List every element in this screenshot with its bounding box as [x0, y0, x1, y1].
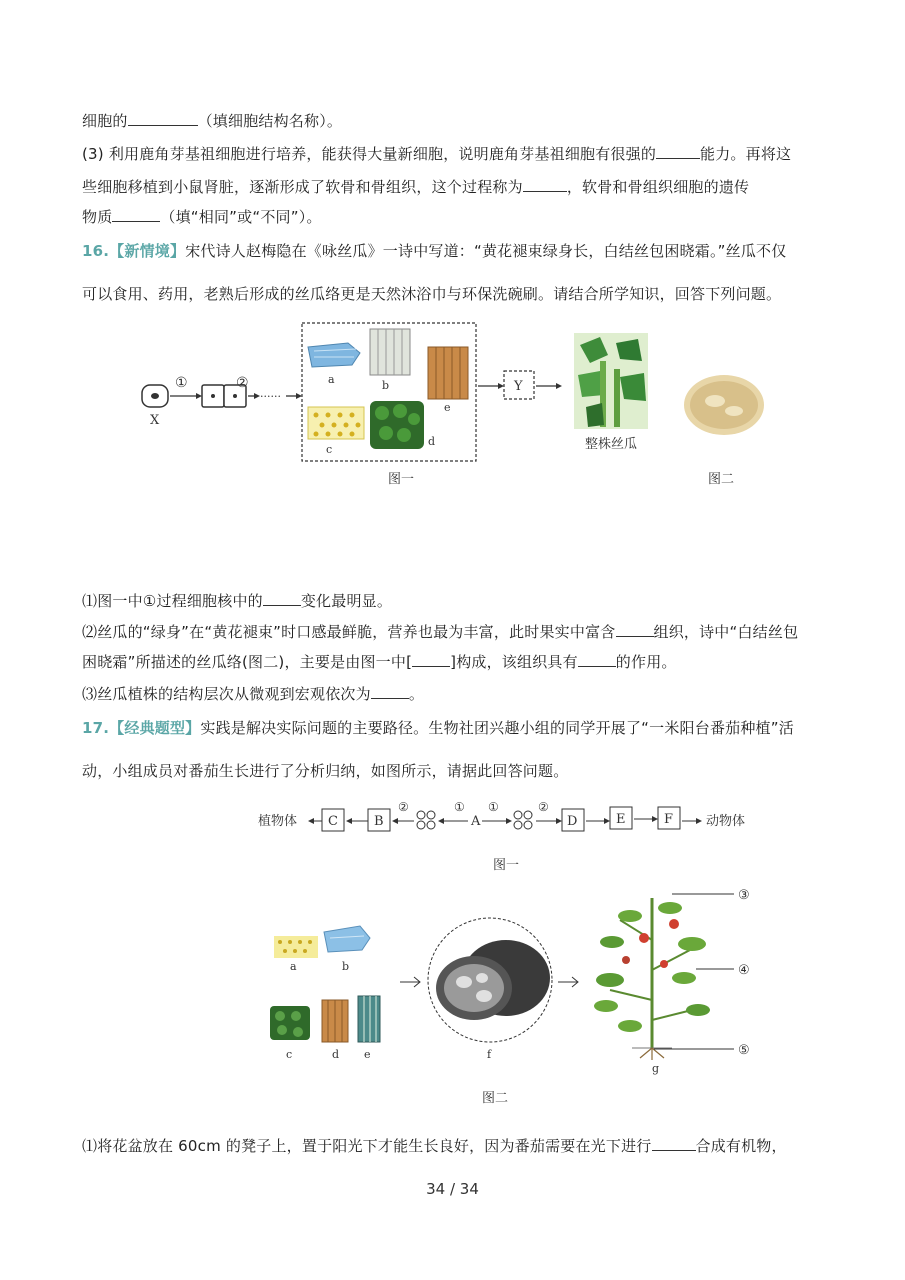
answer-blank — [656, 144, 700, 159]
page-number: 34 / 34 — [426, 1180, 479, 1198]
text-line-3 — [82, 176, 749, 197]
q17-sub-1 — [82, 1135, 787, 1156]
caption-fig2-1: 图一 — [493, 858, 520, 873]
text: (3) 利用鹿角芽基祖细胞进行培养，能获得大量新细胞，说明鹿角芽基祖细胞有很强的 — [82, 145, 657, 163]
tissue-e — [358, 996, 380, 1042]
caption-fig3: 图二 — [482, 1091, 509, 1106]
step-2-left: ② — [398, 800, 409, 814]
text: 组织，诗中“白结丝包 — [653, 623, 799, 641]
question-16-line-1 — [82, 240, 786, 261]
caption-fig2: 图二 — [708, 472, 735, 487]
dots: ······ — [260, 390, 281, 403]
caption-fig1: 图一 — [388, 472, 415, 487]
box-d: D — [567, 814, 578, 829]
loofah-plant-image — [574, 333, 648, 429]
answer-blank — [128, 111, 198, 126]
text: 能力。再将这 — [700, 145, 792, 163]
text: ]构成，该组织具有 — [450, 653, 578, 671]
box-b: B — [374, 814, 384, 829]
box-e: E — [616, 812, 626, 827]
figure-loofah — [130, 315, 790, 495]
label-d: d — [332, 1048, 340, 1061]
step-2-label: ② — [236, 375, 249, 391]
tomato-fruit-image — [436, 940, 550, 1020]
label-b: b — [382, 379, 390, 392]
text-line-1 — [82, 110, 342, 131]
text: 宋代诗人赵梅隐在《咏丝瓜》一诗中写道：“黄花褪束绿身长，白结丝包困晓霜。”丝瓜不仅 — [185, 242, 787, 260]
label-x: X — [150, 413, 160, 428]
text: 物质 — [82, 208, 113, 226]
text: 细胞的 — [82, 112, 128, 130]
label-c: c — [326, 443, 333, 456]
step-1-right: ① — [488, 800, 499, 814]
label-c: c — [286, 1048, 293, 1061]
q16-sub-2 — [82, 621, 798, 642]
answer-blank — [523, 177, 567, 192]
pointer-5: ⑤ — [738, 1043, 750, 1058]
answer-blank — [652, 1136, 696, 1151]
q16-sub-1 — [82, 590, 392, 611]
tissue-d — [370, 401, 424, 449]
text: ⑶丝瓜植株的结构层次从微观到宏观依次为 — [82, 685, 371, 703]
text: 合成有机物， — [695, 1137, 787, 1155]
question-16-line-2 — [82, 283, 781, 304]
text: 的作用。 — [615, 653, 677, 671]
tissue-a — [274, 936, 318, 958]
text: ⑴将花盆放在 60cm 的凳子上，置于阳光下才能生长良好，因为番茄需要在光下进行 — [82, 1137, 652, 1155]
text: ，软骨和骨组织细胞的遗传 — [566, 178, 750, 196]
tomato-plant-image — [594, 898, 710, 1060]
box-c: C — [328, 814, 338, 829]
answer-blank — [412, 652, 450, 667]
label-d: d — [428, 435, 436, 448]
text-line-4 — [82, 206, 322, 227]
answer-blank — [578, 652, 616, 667]
label-f: f — [487, 1048, 492, 1061]
four-cells-left — [417, 811, 435, 829]
animal-body-label: 动物体 — [706, 814, 746, 829]
four-cells-right — [514, 811, 532, 829]
text: ⑵丝瓜的“绿身”在“黄花褪束”时口感最鲜脆，营养也最为丰富，此时果实中富含 — [82, 623, 616, 641]
pointer-4: ④ — [738, 963, 750, 978]
text-line-2 — [82, 143, 791, 164]
text: 变化最明显。 — [300, 592, 393, 610]
text: 。 — [408, 685, 425, 703]
step-2-right: ② — [538, 800, 549, 814]
label-e: e — [444, 401, 451, 414]
text: （填细胞结构名称）。 — [197, 112, 343, 130]
label-e: e — [364, 1048, 371, 1061]
label-a: a — [290, 960, 297, 973]
loofah-sponge-image — [684, 375, 764, 435]
text: 动，小组成员对番茄生长进行了分析归纳，如图所示，请据此回答问题。 — [82, 762, 569, 780]
plant-label: 整株丝瓜 — [585, 437, 638, 452]
label-a: A — [471, 814, 481, 829]
question-number: 17.【经典题型】 — [82, 719, 201, 737]
tissue-b — [324, 926, 370, 952]
label-b: b — [342, 960, 350, 973]
box-f: F — [664, 812, 674, 827]
tissue-d — [322, 1000, 348, 1042]
text: （填“相同”或“不同”）。 — [160, 208, 322, 226]
figure-tomato — [260, 880, 780, 1110]
answer-blank — [263, 591, 301, 606]
plant-body-label: 植物体 — [258, 814, 298, 829]
question-17-line-1 — [82, 717, 794, 738]
text: 困晓霜”所描述的丝瓜络(图二)，主要是由图一中[ — [82, 653, 413, 671]
figure-structure-flow — [250, 795, 770, 880]
pointer-3: ③ — [738, 888, 750, 903]
answer-blank — [616, 622, 654, 637]
text: 些细胞移植到小鼠肾脏，逐渐形成了软骨和骨组织，这个过程称为 — [82, 178, 523, 196]
question-17-line-2 — [82, 760, 568, 781]
tissue-e — [428, 347, 468, 399]
label-a: a — [328, 373, 335, 386]
text: ⑴图一中①过程细胞核中的 — [82, 592, 263, 610]
text: 实践是解决实际问题的主要路径。生物社团兴趣小组的同学开展了“一米阳台番茄种植”活 — [200, 719, 794, 737]
label-g: g — [652, 1062, 660, 1075]
tissue-c — [308, 407, 364, 439]
answer-blank — [371, 684, 409, 699]
question-number: 16.【新情境】 — [82, 242, 186, 260]
label-y: Y — [514, 379, 523, 394]
q16-sub-4 — [82, 683, 424, 704]
tissue-c — [270, 1006, 310, 1040]
step-1-left: ① — [454, 800, 465, 814]
tissue-b — [370, 329, 410, 375]
step-1-label: ① — [175, 375, 188, 391]
q16-sub-3 — [82, 651, 677, 672]
tissue-a — [308, 343, 360, 367]
text: 可以食用、药用，老熟后形成的丝瓜络更是天然沐浴巾与环保洗碗刷。请结合所学知识，回答下列问题。 — [82, 285, 782, 303]
answer-blank — [112, 207, 160, 222]
